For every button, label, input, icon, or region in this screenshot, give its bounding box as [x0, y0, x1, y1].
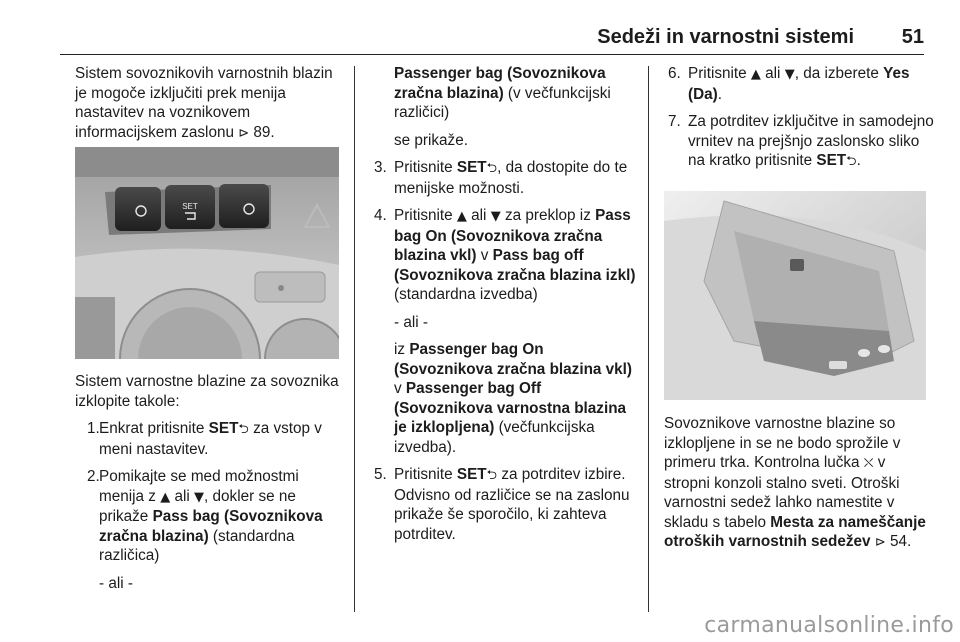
airbag-off-icon: ⛌	[863, 456, 874, 471]
page-reference-icon: ⊳	[238, 125, 250, 141]
or-separator: - ali -	[394, 313, 428, 331]
intro-paragraph: Sistem sovoznikovih varnostnih blazin je mogoče izključiti prek menija nastavitev na voznikovem informacijskem zaslonu ⊳ 89.	[75, 65, 333, 141]
page-reference-icon: ⊳	[874, 535, 886, 550]
list-item: 1. Enkrat pritisnite SET⮌ za vstop v meni nastavitev.	[87, 420, 322, 458]
disable-intro: Sistem varnostne blazine za sovoznika izklopite takole:	[75, 373, 339, 410]
page-header	[60, 24, 924, 55]
list-item: 4. Pritisnite ▲ ali ▼ za preklop iz Pass bag On (Sovoznikova zračna blazina vkl) v Pass bag off (Sovoznikova zračna blazina izkl) (standardna izvedba)	[374, 207, 636, 303]
status-paragraph: Sovoznikove varnostne blazine so izklopljene in se ne bodo sprožile v primeru trka. Kontrolna lučka ⛌ v stropni konzoli stalno sveti. Otroški varnostni sedež lahko namestite v skladu s tabelo Mesta za nameščanje otroških varnostnih sedežev ⊳ 54.	[664, 415, 926, 550]
return-arrow-icon: ⮌	[486, 468, 498, 483]
return-arrow-icon: ⮌	[846, 154, 857, 169]
page-title: Sedeži in varnostni sistemi	[597, 26, 854, 48]
return-arrow-icon: ⮌	[238, 422, 249, 437]
arrow-up-icon: ▲	[750, 67, 761, 82]
continued-text: Passenger bag (Sovoznikova zračna blazina) (v večfunkcijski različici)	[394, 65, 611, 121]
dashboard-buttons-photo	[75, 147, 339, 359]
arrow-up-icon: ▲	[160, 489, 171, 505]
set-label: SET	[182, 202, 198, 211]
arrow-up-icon: ▲	[456, 209, 467, 224]
watermark: carmanualsonline.info	[704, 613, 954, 638]
arrow-down-icon: ▼	[784, 67, 795, 82]
airbag-off-icon	[790, 259, 804, 271]
list-item: 6. Pritisnite ▲ ali ▼, da izberete Yes (Da).	[668, 65, 910, 103]
column-3-lower	[664, 414, 934, 553]
column-1-lower	[75, 372, 343, 593]
arrow-down-icon: ▼	[490, 209, 501, 224]
page-number: 51	[901, 26, 924, 48]
roof-console-photo	[664, 191, 926, 400]
list-item: 5. Pritisnite SET⮌ za potrditev izbire. Odvisno od različice se na zaslonu prikaže še sporočilo, ki zahteva potrditev.	[374, 466, 630, 543]
list-item: 3. Pritisnite SET⮌, da dostopite do te menijske možnosti.	[374, 159, 628, 197]
column-1	[75, 64, 343, 143]
arrow-down-icon: ▼	[194, 489, 205, 505]
column-divider	[354, 66, 355, 612]
or-separator: - ali -	[99, 574, 133, 592]
column-3	[664, 64, 934, 172]
return-arrow-icon: ⮌	[486, 161, 498, 176]
column-2: Passenger bag (Sovoznikova zračna blazina) (v večfunkcijski različici) se prikaže. 3. Pritisnite SET⮌, da dostopite do te menijske možnosti. 4. Pritisnite ▲ ali ▼ za preklop iz Pass bag On (Sovoznikova zračna blazina vkl) v Pass bag off (Sovoznikova zračna blazina izkl) (standardna izvedba) - ali - iz Passenger bag On (Sovoznikova zračna blazina vkl) v Passenger bag Off (Sovoznikova varnostna blazina je izklopljena) (večfunkcijska izvedba). 5. Pritisnite SET⮌ za potrditev izbire. Odvisno od različice se na zaslonu prikaže še sporočilo, ki zahteva potrditev.	[370, 64, 640, 544]
column-divider	[648, 66, 649, 612]
list-item: 7. Za potrditev izključitve in samodejno vrnitev na prejšnjo zaslonsko sliko na kratko pritisnite SET⮌.	[668, 113, 934, 169]
list-item: 2. Pomikajte se med možnostmi menija z ▲ ali ▼, dokler se ne prikaže Pass bag (Sovoznikova zračna blazina) (standardna različica)	[87, 468, 323, 564]
